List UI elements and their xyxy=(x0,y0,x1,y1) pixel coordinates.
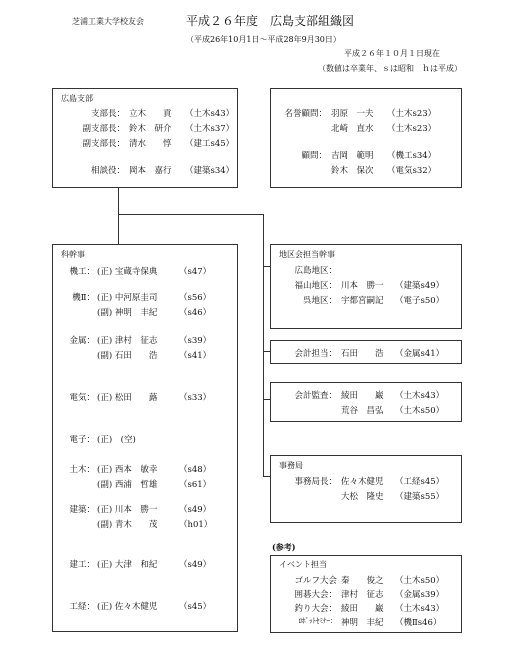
connector-line xyxy=(263,476,270,477)
org-name: 芝浦工業大学校友会 xyxy=(72,17,144,26)
events-box: イベント担当 ゴルフ大会 秦 俊之 （土木s50） 囲碁大会： 津村 征志 （金属s39） 釣り大会： 綾田 巌 （土木s43） ﾛﾎﾞｯﾄｾﾐﾅｰ： 神明 丰紀 （機Ⅱs46） xyxy=(270,555,462,633)
audit-box: 会計監査： 綾田 巌 （土木s43） 荒谷 昌弘 （土木s50） xyxy=(270,382,462,422)
office-title: 事務局 xyxy=(279,461,303,470)
connector-line xyxy=(263,351,270,352)
regional-box: 地区会担当幹事 広島地区： 福山地区： 川本 勝一 （建築s49） 呉地区： 宇都宮嗣記 （電子s50） xyxy=(270,244,462,329)
regional-title: 地区会担当幹事 xyxy=(279,250,335,259)
connector-line xyxy=(263,214,264,476)
advisors-box: 名誉顧問： 羽原 一夫 （土木s23） 北崎 直水 （土木s23） 顧問： 吉岡 範明 （機工s34） 鈴木 保次 （電気s32） xyxy=(270,88,462,188)
branch-box: 広島支部 支部長： 立木 貢 （土木s43） 副支部長： 鈴木 研介 （土木s37） 副支部長： 清水 惇 （建工s45） 相談役： 岡本 嘉行 （建築s34） xyxy=(52,88,238,188)
events-title: イベント担当 xyxy=(279,560,327,569)
period: （平成26年10月1日～平成28年9月30日） xyxy=(186,35,341,44)
connector-line xyxy=(263,399,270,400)
connector-line xyxy=(263,266,270,267)
office-box: 事務局 事務局長： 佐々木健児 （工経s45） 大松 隆史 （建築s55） xyxy=(270,455,462,523)
branch-title: 広島支部 xyxy=(61,94,93,103)
notation-note: （数値は卒業年、ｓは昭和 ｈは平成） xyxy=(318,64,462,73)
reference-label: (参考) xyxy=(272,542,296,552)
departments-box: 科幹事 機工： (正) 宝蔵寺保典 （s47） 機Ⅱ： (正) 中河原圭司 （s56） (副) 神明 丰紀 （s46） 金属： (正) 津村 征志 （s39） (副) 石田 浩 （s41） 電気： (正) 松田 蕗 （s33） 電子： (正) (空) 土木： (正) 西本 敏幸 （s48） (副) 西浦 哲雄 （s61） 建築： (正) 川本 勝一 （s49） (副) 青木 茂 （h01） 建工： (正) 大津 和紀 （s49） 工経： (正) 佐々木健児 （s45） xyxy=(52,244,238,632)
connector-line xyxy=(118,214,119,244)
accounting-box: 会計担当： 石田 浩 （金属s41） xyxy=(270,340,462,364)
page-title: 平成２６年度 広島支部組織図 xyxy=(186,14,355,28)
connector-line xyxy=(118,188,119,214)
departments-title: 科幹事 xyxy=(61,250,85,259)
as-of-date: 平成２６年１０月１日現在 xyxy=(344,49,440,58)
connector-line xyxy=(118,214,263,215)
